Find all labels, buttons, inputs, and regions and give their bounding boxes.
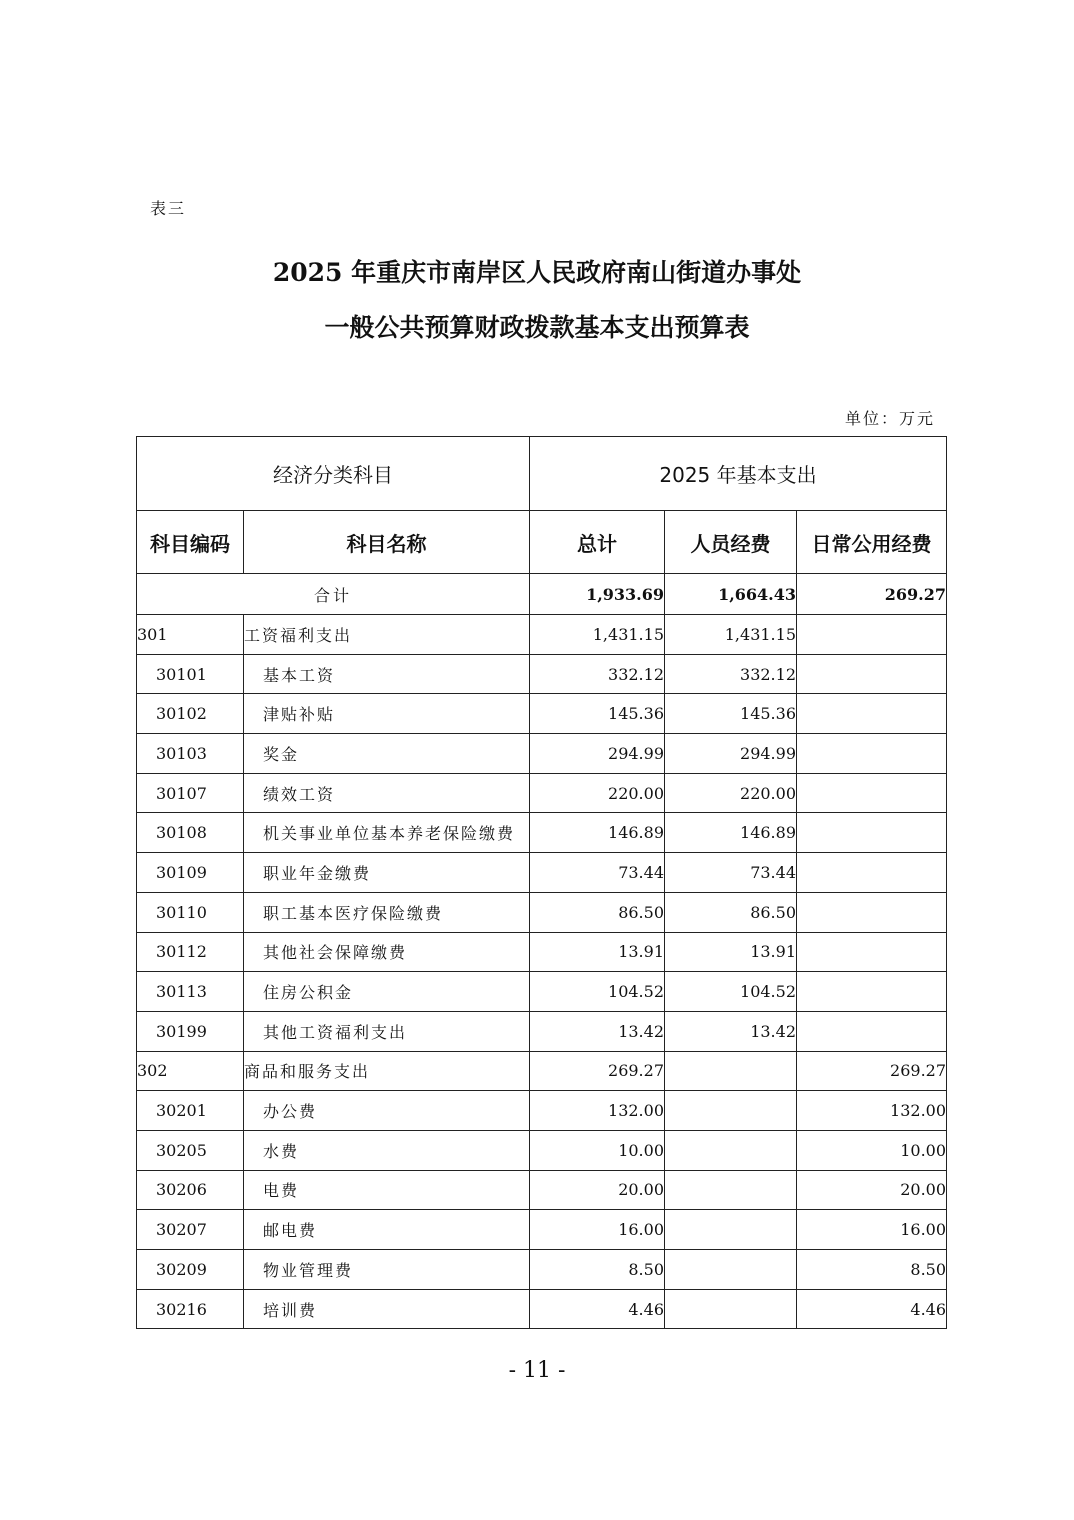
row-total: 220.00 — [530, 773, 665, 813]
row-public: 4.46 — [797, 1289, 947, 1329]
row-public: 8.50 — [797, 1250, 947, 1290]
row-public — [797, 694, 947, 734]
row-personnel: 104.52 — [665, 972, 797, 1012]
header-basic-expenditure: 2025 年基本支出 — [530, 437, 947, 511]
row-name: 培训费 — [244, 1289, 530, 1329]
row-personnel: 220.00 — [665, 773, 797, 813]
row-total: 145.36 — [530, 694, 665, 734]
row-code: 30110 — [137, 892, 244, 932]
row-personnel — [665, 1091, 797, 1131]
row-total: 1,431.15 — [530, 615, 665, 655]
row-name: 其他工资福利支出 — [244, 1011, 530, 1051]
row-personnel: 145.36 — [665, 694, 797, 734]
row-code: 30108 — [137, 813, 244, 853]
row-name: 商品和服务支出 — [244, 1051, 530, 1091]
row-code: 30201 — [137, 1091, 244, 1131]
table-row — [137, 1170, 947, 1210]
row-code: 301 — [137, 615, 244, 655]
page-title-line-1: 2025 年重庆市南岸区人民政府南山街道办事处 — [272, 258, 802, 287]
table-row — [137, 813, 947, 853]
row-name: 绩效工资 — [244, 773, 530, 813]
row-total: 73.44 — [530, 853, 665, 893]
table-row — [137, 734, 947, 774]
row-code: 30101 — [137, 654, 244, 694]
row-name: 津贴补贴 — [244, 694, 530, 734]
row-code: 30207 — [137, 1210, 244, 1250]
table-row — [137, 773, 947, 813]
row-personnel: 146.89 — [665, 813, 797, 853]
row-personnel — [665, 1210, 797, 1250]
row-personnel — [665, 1170, 797, 1210]
row-total: 20.00 — [530, 1170, 665, 1210]
row-code: 30205 — [137, 1130, 244, 1170]
table-row — [137, 654, 947, 694]
row-name: 邮电费 — [244, 1210, 530, 1250]
row-total: 332.12 — [530, 654, 665, 694]
row-public — [797, 615, 947, 655]
row-name: 工资福利支出 — [244, 615, 530, 655]
header-public: 日常公用经费 — [797, 511, 947, 574]
row-personnel — [665, 1250, 797, 1290]
table-row — [137, 1250, 947, 1290]
row-code: 30102 — [137, 694, 244, 734]
unit-label: 单位：万元 — [844, 409, 935, 428]
page-title-line-2: 一般公共预算财政拨款基本支出预算表 — [324, 313, 750, 342]
row-name: 办公费 — [244, 1091, 530, 1131]
header-economic-classification: 经济分类科目 — [137, 437, 530, 511]
row-code: 30209 — [137, 1250, 244, 1290]
row-public — [797, 773, 947, 813]
row-code: 30103 — [137, 734, 244, 774]
total-sum: 1,933.69 — [530, 574, 665, 615]
row-public — [797, 932, 947, 972]
doc-label: 表三 — [150, 199, 187, 218]
row-public — [797, 892, 947, 932]
row-total: 13.91 — [530, 932, 665, 972]
header-code: 科目编码 — [137, 511, 244, 574]
row-personnel: 13.91 — [665, 932, 797, 972]
table-row — [137, 1011, 947, 1051]
row-name: 住房公积金 — [244, 972, 530, 1012]
row-personnel — [665, 1130, 797, 1170]
row-total: 4.46 — [530, 1289, 665, 1329]
row-name: 机关事业单位基本养老保险缴费 — [244, 813, 530, 853]
row-public: 10.00 — [797, 1130, 947, 1170]
row-total: 16.00 — [530, 1210, 665, 1250]
table-row — [137, 615, 947, 655]
total-public: 269.27 — [797, 574, 947, 615]
row-total: 86.50 — [530, 892, 665, 932]
row-total: 146.89 — [530, 813, 665, 853]
table-row — [137, 892, 947, 932]
row-public — [797, 1011, 947, 1051]
row-personnel: 332.12 — [665, 654, 797, 694]
row-name: 电费 — [244, 1170, 530, 1210]
row-total: 132.00 — [530, 1091, 665, 1131]
row-public — [797, 654, 947, 694]
header-personnel: 人员经费 — [665, 511, 797, 574]
row-total: 10.00 — [530, 1130, 665, 1170]
row-name: 职业年金缴费 — [244, 853, 530, 893]
row-personnel: 294.99 — [665, 734, 797, 774]
row-code: 30206 — [137, 1170, 244, 1210]
table-row — [137, 1289, 947, 1329]
table-row — [137, 694, 947, 734]
header-total: 总计 — [530, 511, 665, 574]
table-row — [137, 1091, 947, 1131]
row-personnel: 13.42 — [665, 1011, 797, 1051]
row-public — [797, 734, 947, 774]
row-public — [797, 813, 947, 853]
row-code: 30109 — [137, 853, 244, 893]
row-code: 302 — [137, 1051, 244, 1091]
row-code: 30107 — [137, 773, 244, 813]
row-public: 20.00 — [797, 1170, 947, 1210]
row-name: 奖金 — [244, 734, 530, 774]
total-row — [137, 574, 947, 615]
row-total: 104.52 — [530, 972, 665, 1012]
table-row — [137, 853, 947, 893]
table-row — [137, 972, 947, 1012]
row-code: 30216 — [137, 1289, 244, 1329]
row-public — [797, 972, 947, 1012]
table-row — [137, 932, 947, 972]
total-personnel: 1,664.43 — [665, 574, 797, 615]
row-name: 基本工资 — [244, 654, 530, 694]
row-code: 30112 — [137, 932, 244, 972]
row-code: 30113 — [137, 972, 244, 1012]
row-code: 30199 — [137, 1011, 244, 1051]
row-public: 132.00 — [797, 1091, 947, 1131]
row-public: 16.00 — [797, 1210, 947, 1250]
table-row — [137, 1210, 947, 1250]
row-personnel: 1,431.15 — [665, 615, 797, 655]
page-number: - 11 - — [508, 1358, 566, 1383]
budget-table — [136, 436, 947, 1329]
table-row — [137, 1051, 947, 1091]
row-personnel: 86.50 — [665, 892, 797, 932]
row-name: 职工基本医疗保险缴费 — [244, 892, 530, 932]
row-total: 294.99 — [530, 734, 665, 774]
row-public: 269.27 — [797, 1051, 947, 1091]
row-total: 13.42 — [530, 1011, 665, 1051]
header-name: 科目名称 — [244, 511, 530, 574]
row-total: 269.27 — [530, 1051, 665, 1091]
row-public — [797, 853, 947, 893]
row-name: 其他社会保障缴费 — [244, 932, 530, 972]
row-personnel — [665, 1051, 797, 1091]
row-personnel: 73.44 — [665, 853, 797, 893]
row-personnel — [665, 1289, 797, 1329]
row-name: 水费 — [244, 1130, 530, 1170]
table-row — [137, 1130, 947, 1170]
row-name: 物业管理费 — [244, 1250, 530, 1290]
total-label: 合计 — [137, 574, 530, 615]
row-total: 8.50 — [530, 1250, 665, 1290]
